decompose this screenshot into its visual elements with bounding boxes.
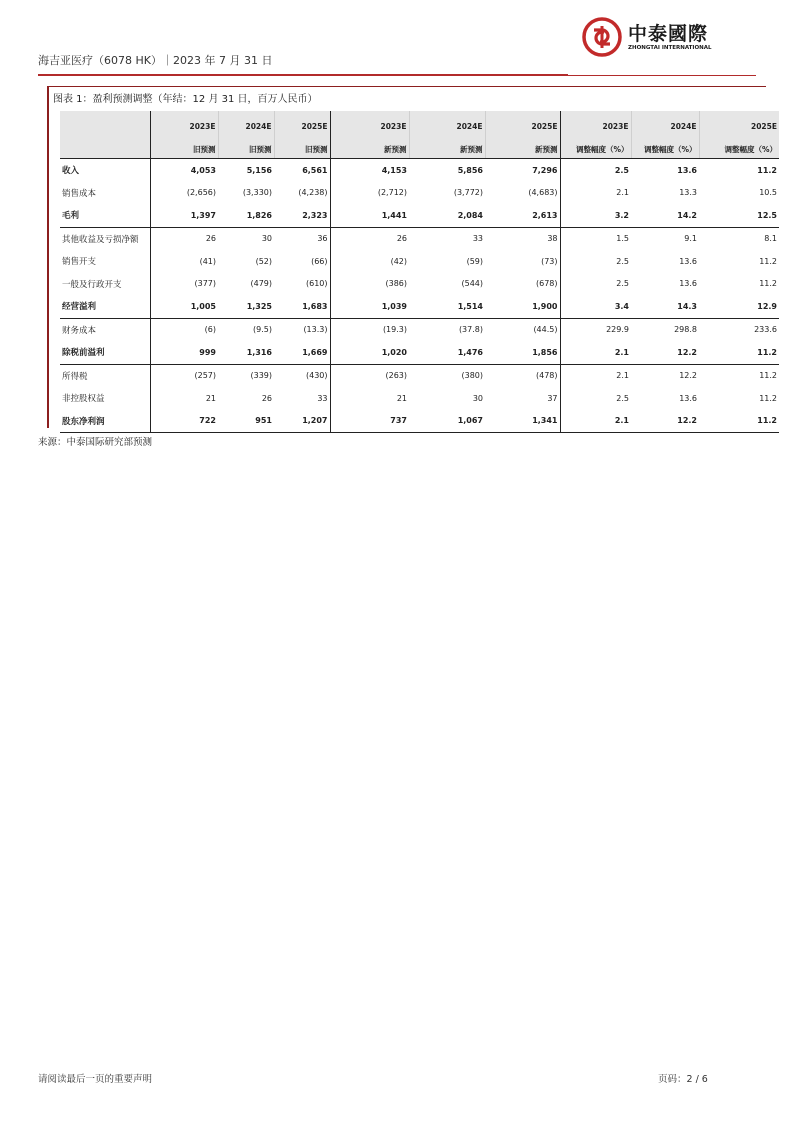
cell: 11.2 bbox=[759, 279, 777, 289]
cell: 1.5 bbox=[560, 227, 631, 250]
row-label: 股东净利润 bbox=[60, 410, 150, 433]
cell: 26 bbox=[330, 227, 409, 250]
table-row bbox=[60, 364, 779, 387]
cell: 30 bbox=[472, 393, 483, 403]
cell: 1,669 bbox=[274, 341, 330, 364]
header-type: 调整幅度（%） bbox=[560, 135, 631, 159]
cell: (478) bbox=[535, 371, 558, 381]
row-label: 销售成本 bbox=[62, 188, 97, 199]
cell: 21 bbox=[330, 387, 409, 410]
row-label: 经营溢利 bbox=[60, 295, 150, 318]
cell: 3.4 bbox=[560, 295, 631, 318]
cell: 12.2 bbox=[679, 371, 697, 381]
cell: (257) bbox=[150, 364, 218, 387]
cell: 11.2 bbox=[759, 393, 777, 403]
header-year: 2025E bbox=[699, 111, 779, 135]
row-label: 除税前溢利 bbox=[60, 341, 150, 364]
cell: 1,856 bbox=[485, 341, 560, 364]
cell: 12.5 bbox=[699, 204, 779, 227]
cell: 1,397 bbox=[150, 204, 218, 227]
cell: 1,683 bbox=[274, 295, 330, 318]
cell: 2.5 bbox=[560, 273, 631, 296]
cell: (41) bbox=[150, 250, 218, 273]
cell: 999 bbox=[150, 341, 218, 364]
cell: (42) bbox=[330, 250, 409, 273]
cell: (6) bbox=[150, 318, 218, 341]
table-row bbox=[60, 250, 779, 273]
header-type: 调整幅度（%） bbox=[631, 135, 699, 159]
row-label: 毛利 bbox=[60, 204, 150, 227]
table-row bbox=[60, 318, 779, 341]
cell: (13.3) bbox=[303, 325, 328, 335]
cell: 12.9 bbox=[699, 295, 779, 318]
logo-cn-text: 中泰國際 bbox=[628, 23, 709, 45]
cell: (44.5) bbox=[533, 325, 558, 335]
header-year: 2023E bbox=[330, 111, 409, 135]
table-row bbox=[60, 341, 779, 364]
cell: 5,156 bbox=[246, 165, 272, 175]
cell: (263) bbox=[330, 364, 409, 387]
cell: 38 bbox=[547, 234, 558, 244]
cell: 13.6 bbox=[679, 393, 697, 403]
cell: 233.6 bbox=[754, 325, 777, 335]
cell: 26 bbox=[261, 393, 272, 403]
table-row bbox=[60, 182, 779, 205]
cell: 13.6 bbox=[679, 279, 697, 289]
header-year: 2025E bbox=[274, 111, 330, 135]
header-year: 2023E bbox=[560, 111, 631, 135]
cell: 1,826 bbox=[218, 204, 274, 227]
header-year: 2025E bbox=[485, 111, 560, 135]
cell: 33 bbox=[472, 234, 483, 244]
cell: (59) bbox=[466, 256, 483, 266]
cell: 1,039 bbox=[330, 295, 409, 318]
header-type: 新预测 bbox=[330, 135, 409, 159]
cell: 298.8 bbox=[674, 325, 697, 335]
cell: 21 bbox=[150, 387, 218, 410]
cell: 1,341 bbox=[485, 410, 560, 433]
cell: 14.3 bbox=[631, 295, 699, 318]
cell: 11.2 bbox=[699, 410, 779, 433]
cell: 13.6 bbox=[677, 165, 697, 175]
cell: 11.2 bbox=[757, 165, 777, 175]
header-type: 新预测 bbox=[409, 135, 485, 159]
table-row bbox=[60, 387, 779, 410]
cell: 951 bbox=[218, 410, 274, 433]
cell: (380) bbox=[461, 371, 483, 381]
cell: 3.2 bbox=[560, 204, 631, 227]
header-type: 调整幅度（%） bbox=[699, 135, 779, 159]
cell: 11.2 bbox=[759, 371, 777, 381]
cell: 8.1 bbox=[764, 234, 777, 244]
row-label: 一般及行政开支 bbox=[62, 279, 122, 290]
cell: 4,153 bbox=[330, 159, 409, 182]
header-rule bbox=[38, 74, 568, 76]
cell: 12.2 bbox=[631, 410, 699, 433]
cell: (52) bbox=[255, 256, 272, 266]
cell: (386) bbox=[330, 273, 409, 296]
table-row bbox=[60, 204, 779, 227]
cell: 1,441 bbox=[330, 204, 409, 227]
cell: (19.3) bbox=[330, 318, 409, 341]
caption-left-bar bbox=[47, 86, 49, 428]
cell: 2.5 bbox=[560, 387, 631, 410]
cell: (544) bbox=[461, 279, 483, 289]
source-note: 来源：中泰国际研究部预测 bbox=[38, 437, 153, 448]
cell: 1,900 bbox=[485, 295, 560, 318]
cell: 4,053 bbox=[150, 159, 218, 182]
cell: 10.5 bbox=[759, 188, 777, 198]
cell: 2.1 bbox=[560, 182, 631, 205]
cell: 13.6 bbox=[679, 256, 697, 266]
cell: 1,020 bbox=[330, 341, 409, 364]
table-row bbox=[60, 410, 779, 433]
cell: 2.5 bbox=[560, 250, 631, 273]
cell: 30 bbox=[261, 234, 272, 244]
cell: 14.2 bbox=[631, 204, 699, 227]
cell: (37.8) bbox=[458, 325, 483, 335]
row-label: 财务成本 bbox=[62, 325, 97, 336]
cell: 33 bbox=[317, 393, 328, 403]
footer-disclaimer: 请阅读最后一页的重要声明 bbox=[38, 1074, 153, 1085]
cell: 229.9 bbox=[560, 318, 631, 341]
cell: (3,330) bbox=[242, 188, 272, 198]
cell: 1,005 bbox=[150, 295, 218, 318]
cell: 11.2 bbox=[759, 256, 777, 266]
cell: (479) bbox=[250, 279, 272, 289]
row-label: 其他收益及亏损净额 bbox=[62, 234, 139, 245]
table-row bbox=[60, 295, 779, 318]
cell: 2.1 bbox=[560, 364, 631, 387]
header-blank bbox=[60, 135, 150, 159]
header-type: 新预测 bbox=[485, 135, 560, 159]
cell: (339) bbox=[250, 371, 272, 381]
table-row bbox=[60, 273, 779, 296]
cell: (3,772) bbox=[453, 188, 483, 198]
cell: 5,856 bbox=[457, 165, 483, 175]
cell: 2.5 bbox=[560, 159, 631, 182]
logo-en-text: ZHONGTAI INTERNATIONAL bbox=[628, 45, 712, 51]
cell: 737 bbox=[330, 410, 409, 433]
cell: 2,613 bbox=[485, 204, 560, 227]
cell: 722 bbox=[150, 410, 218, 433]
table-row bbox=[60, 227, 779, 250]
company-logo bbox=[582, 17, 722, 61]
caption-top-line bbox=[47, 86, 766, 87]
cell: 1,067 bbox=[409, 410, 485, 433]
cell: 13.3 bbox=[679, 188, 697, 198]
cell: (2,656) bbox=[150, 182, 218, 205]
header-year: 2023E bbox=[150, 111, 218, 135]
header-type: 旧预测 bbox=[218, 135, 274, 159]
header-year: 2024E bbox=[409, 111, 485, 135]
page-number: 页码：2 / 6 bbox=[658, 1074, 708, 1085]
cell: 1,325 bbox=[218, 295, 274, 318]
cell: 1,207 bbox=[274, 410, 330, 433]
header-type: 旧预测 bbox=[150, 135, 218, 159]
header-blank bbox=[60, 111, 150, 135]
cell: (2,712) bbox=[330, 182, 409, 205]
cell: (66) bbox=[311, 256, 328, 266]
cell: (678) bbox=[535, 279, 558, 289]
header-year: 2024E bbox=[631, 111, 699, 135]
report-header-title: 海吉亚医疗（6078 HK）｜2023 年 7 月 31 日 bbox=[38, 54, 273, 67]
cell: 9.1 bbox=[684, 234, 697, 244]
cell: 26 bbox=[150, 227, 218, 250]
cell: 2.1 bbox=[560, 341, 631, 364]
cell: (4,683) bbox=[528, 188, 558, 198]
row-label: 销售开支 bbox=[62, 257, 97, 268]
cell: 2,323 bbox=[274, 204, 330, 227]
row-label: 收入 bbox=[62, 166, 80, 177]
row-label: 非控股权益 bbox=[62, 394, 105, 405]
forecast-table bbox=[60, 111, 779, 433]
cell: 6,561 bbox=[302, 165, 328, 175]
cell: 7,296 bbox=[532, 165, 558, 175]
cell: 1,514 bbox=[409, 295, 485, 318]
table-header-types bbox=[60, 135, 779, 159]
header-rule-thin bbox=[568, 75, 756, 76]
table-row bbox=[60, 159, 779, 182]
cell: (377) bbox=[150, 273, 218, 296]
cell: 37 bbox=[547, 393, 558, 403]
cell: 36 bbox=[317, 234, 328, 244]
row-label: 所得税 bbox=[62, 371, 88, 382]
cell: 11.2 bbox=[699, 341, 779, 364]
cell: 1,316 bbox=[218, 341, 274, 364]
header-year: 2024E bbox=[218, 111, 274, 135]
table-header-years bbox=[60, 111, 779, 135]
cell: (73) bbox=[541, 256, 558, 266]
cell: (9.5) bbox=[253, 325, 272, 335]
figure-caption: 图表 1：盈利预测调整（年结：12 月 31 日，百万人民币） bbox=[53, 94, 318, 105]
cell: 1,476 bbox=[409, 341, 485, 364]
cell: 12.2 bbox=[631, 341, 699, 364]
cell: 2,084 bbox=[409, 204, 485, 227]
logo-mark-icon bbox=[582, 17, 622, 57]
cell: (430) bbox=[305, 371, 328, 381]
cell: 2.1 bbox=[560, 410, 631, 433]
header-type: 旧预测 bbox=[274, 135, 330, 159]
cell: (4,238) bbox=[298, 188, 328, 198]
cell: (610) bbox=[305, 279, 328, 289]
